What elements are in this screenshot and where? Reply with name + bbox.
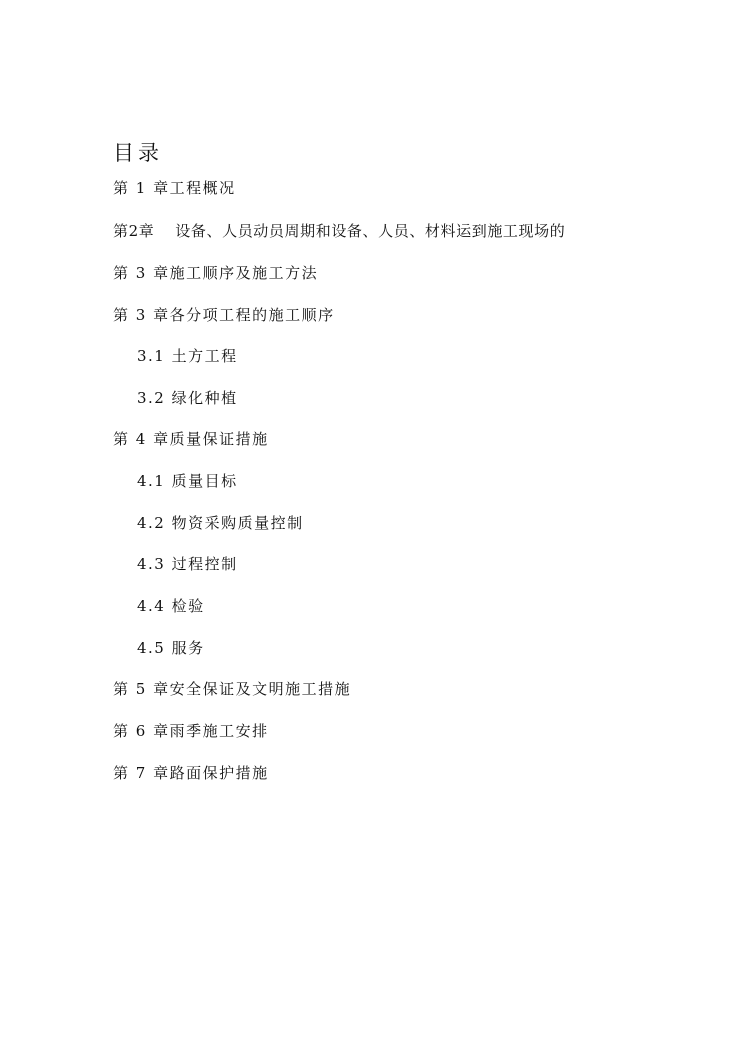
- toc-entry-chapter-2: 第2章 设备、人员动员周期和设备、人员、材料运到施工现场的: [113, 222, 566, 240]
- toc-entry-4-2: 4.2 物资采购质量控制: [137, 514, 304, 532]
- toc-entry-4-4: 4.4 检验: [137, 597, 205, 615]
- toc-entry-4-1: 4.1 质量目标: [137, 472, 238, 490]
- toc-entry-chapter-1: 第 1 章工程概况: [113, 179, 236, 197]
- toc-entry-4-3: 4.3 过程控制: [137, 555, 238, 573]
- toc-entry-chapter-3-methods: 第 3 章施工顺序及施工方法: [113, 264, 319, 282]
- toc-entry-3-2: 3.2 绿化种植: [137, 389, 238, 407]
- toc-entry-chapter-4: 第 4 章质量保证措施: [113, 430, 269, 448]
- toc-entry-chapter-5: 第 5 章安全保证及文明施工措施: [113, 680, 352, 698]
- toc-entry-4-5: 4.5 服务: [137, 639, 205, 657]
- toc-entry-chapter-3-sequence: 第 3 章各分项工程的施工顺序: [113, 306, 335, 324]
- toc-entry-chapter-7: 第 7 章路面保护措施: [113, 764, 269, 782]
- toc-title: 目录: [113, 141, 163, 165]
- toc-entry-chapter-6: 第 6 章雨季施工安排: [113, 722, 269, 740]
- toc-entry-3-1: 3.1 土方工程: [137, 347, 238, 365]
